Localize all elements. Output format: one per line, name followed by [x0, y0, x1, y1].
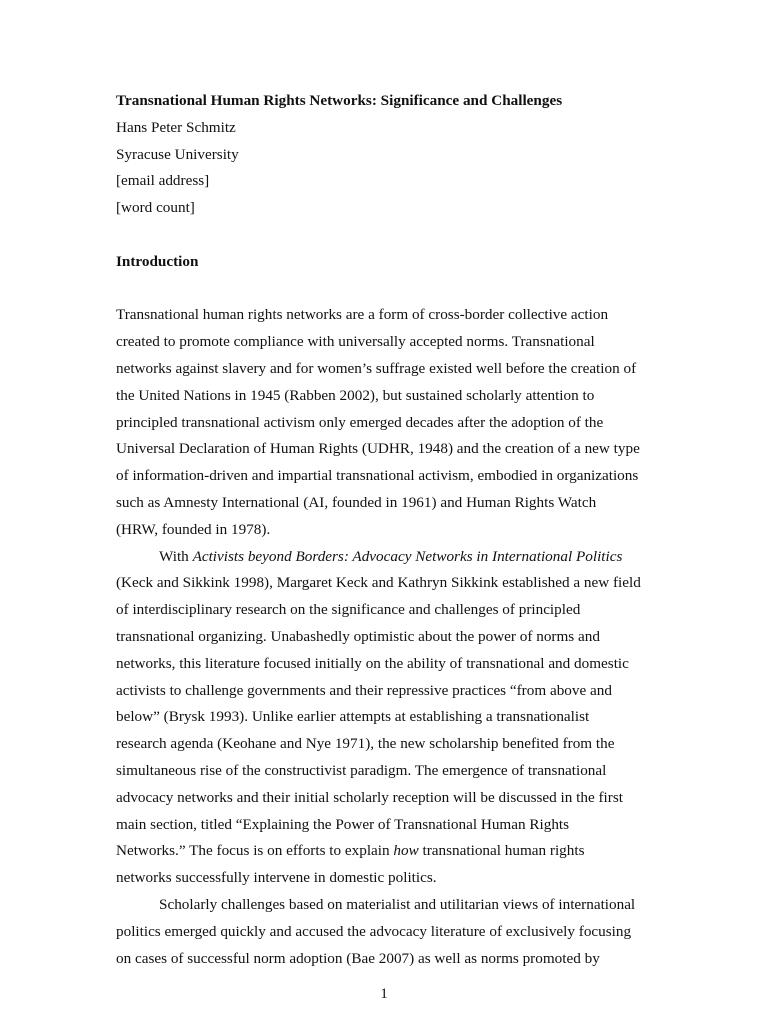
text-run: Networks.” The focus is on efforts to explain — [116, 842, 394, 860]
paragraph-line: such as Amnesty International (AI, founded in 1961) and Human Rights Watch — [116, 493, 597, 511]
paragraph-line: transnational organizing. Unabashedly optimistic about the power of norms and — [116, 627, 600, 645]
paper-title: Transnational Human Rights Networks: Significance and Challenges — [116, 92, 563, 109]
paragraph-first-line — [116, 544, 652, 571]
spacer — [116, 222, 652, 249]
paragraph-1 — [116, 302, 652, 543]
paragraph-line: below” (Brysk 1993). Unlike earlier attempts at establishing a transnationalist — [116, 708, 590, 726]
paragraph-line: Transnational human rights networks are a form of cross-border collective action — [116, 306, 609, 324]
paragraph-line: created to promote compliance with universally accepted norms. Transnational — [116, 333, 595, 351]
paragraph-line: main section, titled “Explaining the Power of Transnational Human Rights — [116, 815, 570, 833]
paragraph-line: Universal Declaration of Human Rights (UDHR, 1948) and the creation of a new type — [116, 440, 640, 458]
paragraph-line: networks successfully intervene in domestic politics. — [116, 869, 437, 887]
word-count-placeholder: [word count] — [116, 199, 195, 217]
paragraph-line: research agenda (Keohane and Nye 1971), the new scholarship benefited from the — [116, 735, 615, 753]
paragraph-line: of interdisciplinary research on the significance and challenges of principled — [116, 601, 581, 619]
paragraph-line: the United Nations in 1945 (Rabben 2002), but sustained scholarly attention to — [116, 386, 595, 404]
paragraph-line: networks against slavery and for women’s suffrage existed well before the creation of — [116, 359, 637, 377]
paragraph-line: advocacy networks and their initial scholarly reception will be discussed in the first — [116, 788, 623, 806]
author-affiliation: Syracuse University — [116, 145, 239, 163]
paragraph-line: activists to challenge governments and their repressive practices “from above and — [116, 681, 612, 699]
paragraph-line: of information-driven and impartial transnational activism, embodied in organizations — [116, 467, 639, 485]
paragraph-2 — [116, 544, 652, 892]
page-number: 1 — [380, 985, 388, 1002]
document-page — [116, 88, 652, 972]
book-title: Activists beyond Borders: Advocacy Networks in International Politics — [192, 547, 623, 565]
paragraph-3 — [116, 892, 652, 972]
paragraph-line — [116, 838, 652, 865]
paragraph-line: (Keck and Sikkink 1998), Margaret Keck and Kathryn Sikkink established a new field — [116, 574, 641, 592]
text-run: With — [159, 547, 193, 565]
paragraph-line: (HRW, founded in 1978). — [116, 520, 271, 538]
spacer — [116, 276, 652, 303]
text-run: transnational human rights — [418, 842, 585, 860]
paragraph-line: politics emerged quickly and accused the advocacy literature of exclusively focusing — [116, 922, 632, 940]
author-name: Hans Peter Schmitz — [116, 118, 236, 136]
paragraph-line: networks, this literature focused initially on the ability of transnational and domestic — [116, 654, 629, 672]
paragraph-first-line: Scholarly challenges based on materialist and utilitarian views of international — [159, 895, 636, 913]
paragraph-line: on cases of successful norm adoption (Bae 2007) as well as norms promoted by — [116, 949, 600, 967]
paragraph-line: principled transnational activism only emerged decades after the adoption of the — [116, 413, 604, 431]
paragraph-line: simultaneous rise of the constructivist paradigm. The emergence of transnational — [116, 761, 607, 779]
section-heading: Introduction — [116, 252, 199, 270]
emphasis: how — [393, 842, 419, 860]
email-placeholder: [email address] — [116, 172, 210, 190]
